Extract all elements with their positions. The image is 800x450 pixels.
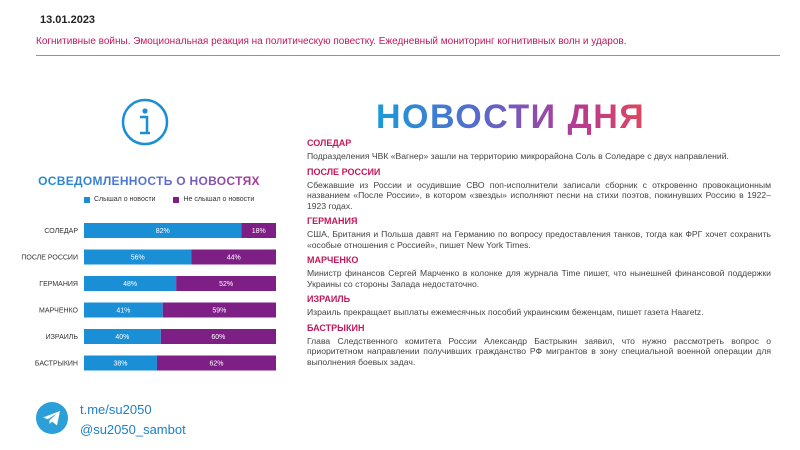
report-date: 13.01.2023 [40,14,96,26]
category-label: ИЗРАИЛЬ [45,334,78,341]
news-item-text: США, Британия и Польша давят на Германию по вопросу предоставления танков, тогда как ФРГ хочет сохранить «особые отношения с Россией», пишет New York Times. [307,229,771,250]
category-label: БАСТРЫКИН [34,360,78,368]
news-item [307,255,771,289]
data-label: 60% [211,334,226,341]
news-list [307,138,771,372]
news-item-heading: БАСТРЫКИН [307,322,365,333]
category-label: ГЕРМАНИЯ [39,281,78,288]
legend-swatch-heard [84,197,90,203]
news-item-heading: МАРЧЕНКО [307,255,359,265]
telegram-bot-link[interactable]: @su2050_sambot [80,422,186,437]
news-item-heading: СОЛЕДАР [307,138,352,148]
chart-title: ОСВЕДОМЛЕННОСТЬ О НОВОСТЯХ [30,174,268,188]
news-item-heading: ПОСЛЕ РОССИИ [307,166,381,177]
data-label: 62% [209,360,224,368]
data-label: 52% [219,281,234,288]
legend-item-heard [84,196,155,203]
legend-item-not-heard [173,196,254,203]
info-circle-icon [120,97,170,147]
data-label: 82% [155,228,170,235]
data-label: 59% [212,307,227,315]
category-label: МАРЧЕНКО [38,307,78,315]
news-item-text: Глава Следственного комитета России Александр Бастрыкин заявил, что нужно рассмотреть вопрос о приоритетном направлении получивших гражданство РФ мигрантов в зону специальной военной операции для выполнения боевых задач. [307,335,771,367]
news-item [307,216,771,250]
data-label: 56% [130,254,145,262]
category-label: СОЛЕДАР [44,228,78,235]
news-item [307,294,771,318]
telegram-icon[interactable] [36,402,68,434]
awareness-bar-chart [0,210,300,390]
report-subtitle: Когнитивные войны. Эмоциональная реакция на политическую повестку. Ежедневный мониторинг когнитивных волн и ударов. [36,36,627,47]
chart-legend [84,196,254,203]
news-item [307,167,771,212]
legend-label-not-heard: Не слышал о новости [183,196,255,203]
telegram-channel-link[interactable]: t.me/su2050 [80,402,152,417]
data-label: 18% [251,228,266,235]
news-section-title: НОВОСТИ ДНЯ [376,98,646,136]
news-item [307,138,771,162]
data-label: 44% [226,254,241,262]
news-item-text: Израиль прекращает выплаты ежемесячных пособий украинским беженцам, пишет газета Haaretz. [307,307,704,317]
legend-swatch-not-heard [173,197,179,203]
category-label: ПОСЛЕ РОССИИ [21,254,78,262]
news-item-heading: ИЗРАИЛЬ [307,294,351,304]
news-item [307,323,771,368]
header-divider [36,55,780,56]
news-item-text: Подразделения ЧВК «Вагнер» зашли на территорию микрорайона Соль в Соледаре с двух направлений. [307,151,729,161]
news-item-heading: ГЕРМАНИЯ [307,216,358,226]
news-item-text: Сбежавшие из России и осудившие СВО поп-исполнители записали сборник с откровенно провокационным названием «После России», в котором «звезды» исполняют песни на стихи поэтов, покинувших Россию в 1922–1923 годах. [307,179,771,211]
data-label: 48% [123,281,138,288]
news-item-text: Министр финансов Сергей Марченко в колонке для журнала Time пишет, что нынешней финансовой поддержки Украины со стороны Запада недостаточно. [307,268,771,289]
data-label: 38% [113,360,128,368]
data-label: 41% [116,307,131,315]
legend-label-heard: Слышал о новости [94,196,156,203]
data-label: 40% [115,334,130,341]
